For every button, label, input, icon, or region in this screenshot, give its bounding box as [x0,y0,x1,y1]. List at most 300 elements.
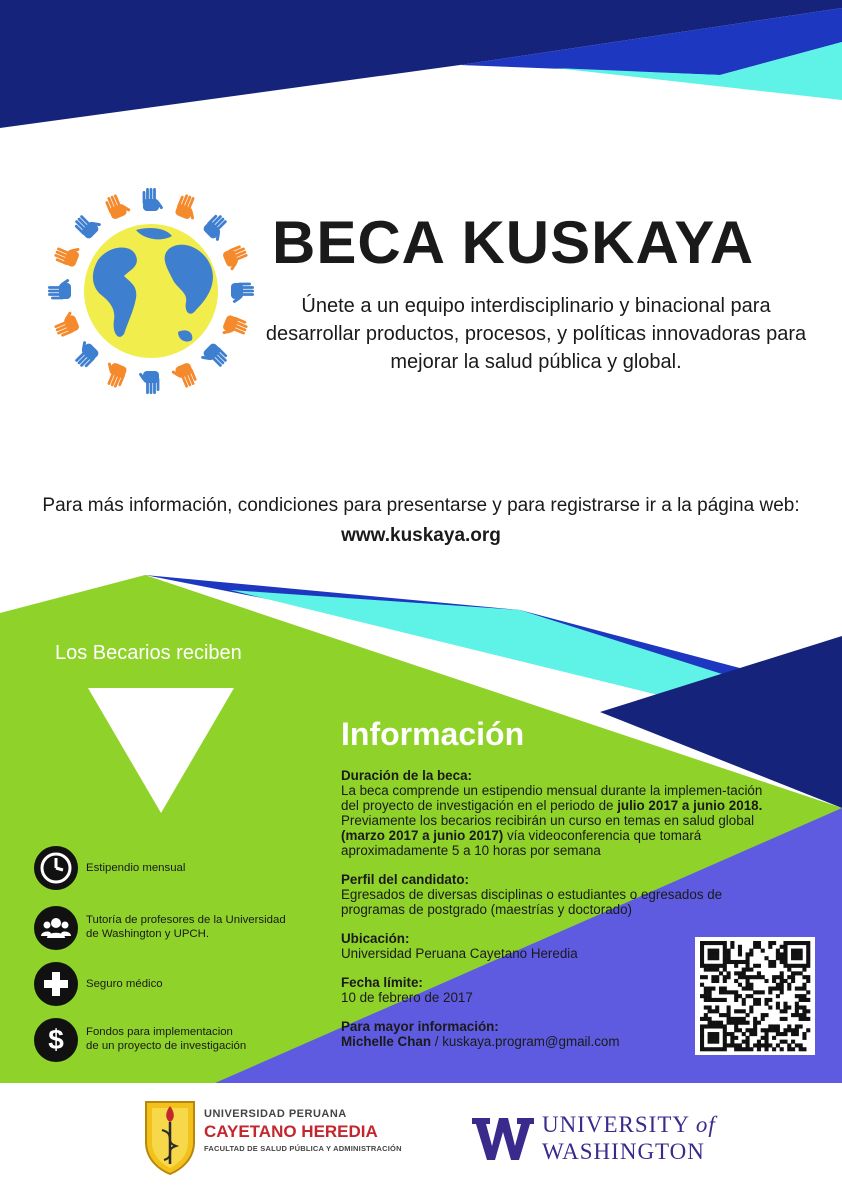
qr-module [727,949,731,953]
qr-module [768,1005,772,1009]
qr-module [704,1017,708,1021]
qr-module [738,975,742,979]
qr-module [780,945,784,949]
qr-module [806,956,810,960]
qr-module [791,1040,795,1044]
qr-module [753,945,757,949]
qr-module [780,1017,784,1021]
qr-module [727,975,731,979]
qr-module [711,998,715,1002]
qr-module [802,964,806,968]
qr-module [791,956,795,960]
qr-module [711,1009,715,1013]
qr-module [753,998,757,1002]
qr-module [711,968,715,972]
qr-module [727,1017,731,1021]
qr-module [708,1040,712,1044]
profile-heading: Perfil del candidato: [341,872,469,887]
qr-module [700,949,704,953]
qr-module [802,1036,806,1040]
qr-module [780,1009,784,1013]
qr-module [704,975,708,979]
qr-module [764,1013,768,1017]
qr-module [780,952,784,956]
qr-module [787,1047,791,1051]
qr-module [711,975,715,979]
qr-module [719,971,723,975]
qr-module [700,1028,704,1032]
qr-module [776,994,780,998]
qr-module [806,949,810,953]
qr-module [799,1017,803,1021]
qr-module [719,1047,723,1051]
qr-module [734,964,738,968]
qr-module [715,1036,719,1040]
qr-module [723,1013,727,1017]
qr-module [746,975,750,979]
qr-module [723,1028,727,1032]
qr-module [802,1013,806,1017]
qr-module [746,1013,750,1017]
qr-module [738,1043,742,1047]
qr-module [727,956,731,960]
location-text: Universidad Peruana Cayetano Heredia [341,946,578,961]
qr-module [791,952,795,956]
website-link[interactable]: www.kuskaya.org [341,525,501,546]
qr-module [772,960,776,964]
qr-module [787,941,791,945]
qr-module [791,979,795,983]
upch-line3: FACULTAD DE SALUD PÚBLICA Y ADMINISTRACIÓN [204,1144,402,1153]
qr-module [780,960,784,964]
qr-module [711,952,715,956]
qr-module [791,1028,795,1032]
benefit-insurance [34,962,294,1008]
qr-module [806,952,810,956]
qr-module [715,941,719,945]
qr-module [761,1028,765,1032]
qr-module [738,945,742,949]
qr-module [776,1024,780,1028]
qr-module [749,975,753,979]
qr-module [802,975,806,979]
qr-module [802,1032,806,1036]
qr-module [806,964,810,968]
qr-module [708,956,712,960]
upch-shield-icon [142,1098,198,1176]
qr-module [734,1021,738,1025]
qr-module [806,941,810,945]
qr-module [734,998,738,1002]
qr-module [708,1009,712,1013]
qr-module [749,949,753,953]
qr-module [806,945,810,949]
qr-module [776,1043,780,1047]
qr-module [734,990,738,994]
qr-module [715,964,719,968]
qr-module [783,1032,787,1036]
qr-module [719,987,723,991]
qr-module [783,949,787,953]
qr-module [734,1009,738,1013]
qr-module [715,956,719,960]
qr-module [727,990,731,994]
benefit-tutoring [34,906,294,952]
hand-icon [143,188,164,211]
qr-module [715,1009,719,1013]
qr-module [749,1028,753,1032]
qr-module [799,1013,803,1017]
qr-module [704,941,708,945]
qr-module [761,1013,765,1017]
benefit-label: Seguro médico [86,978,163,990]
qr-module [723,990,727,994]
qr-module [723,1032,727,1036]
qr-module [723,952,727,956]
qr-module [711,987,715,991]
qr-module [746,960,750,964]
qr-module [795,1043,799,1047]
qr-module [700,1036,704,1040]
qr-module [723,1024,727,1028]
duration-section [341,768,781,858]
qr-module [780,983,784,987]
qr-module [734,1036,738,1040]
qr-module [806,1009,810,1013]
qr-module [746,987,750,991]
qr-module [783,979,787,983]
qr-module [723,968,727,972]
benefit-funds [34,1018,294,1064]
qr-module [802,941,806,945]
qr-module [715,968,719,972]
hand-icon [138,371,159,394]
qr-module [742,1047,746,1051]
qr-module [757,1047,761,1051]
qr-module [799,998,803,1002]
qr-module [711,964,715,968]
qr-module [791,1013,795,1017]
qr-module [764,1040,768,1044]
qr-module [749,968,753,972]
qr-module [795,1024,799,1028]
qr-module [780,987,784,991]
qr-module [757,964,761,968]
qr-module [749,1032,753,1036]
qr-module [799,952,803,956]
qr-module [723,998,727,1002]
qr-module [730,941,734,945]
qr-module [708,968,712,972]
qr-module [799,949,803,953]
qr-module [806,1017,810,1021]
qr-module [768,960,772,964]
qr-module [761,949,765,953]
uw-w-icon [472,1116,534,1162]
uw-of: of [695,1112,716,1137]
qr-module [764,1047,768,1051]
qr-module [700,1047,704,1051]
qr-module [734,1043,738,1047]
qr-module [723,941,727,945]
qr-module [768,1024,772,1028]
qr-module [715,998,719,1002]
qr-module [776,1032,780,1036]
qr-module [795,1028,799,1032]
qr-module [715,952,719,956]
qr-module [708,964,712,968]
qr-module [719,941,723,945]
qr-module [708,1005,712,1009]
qr-module [749,987,753,991]
qr-module [727,960,731,964]
qr-module [738,952,742,956]
qr-module [791,971,795,975]
qr-module [734,979,738,983]
qr-module [708,949,712,953]
qr-module [742,1002,746,1006]
qr-module [708,952,712,956]
qr-module [768,990,772,994]
hand-icon [51,310,80,338]
qr-module [761,990,765,994]
upch-line1: UNIVERSIDAD PERUANA [204,1108,347,1120]
qr-module [719,1013,723,1017]
qr-module [761,1036,765,1040]
qr-module [738,949,742,953]
qr-module [738,1021,742,1025]
qr-module [738,1028,742,1032]
qr-module [802,998,806,1002]
qr-module [757,1043,761,1047]
qr-module [738,960,742,964]
qr-module [783,1040,787,1044]
qr-module [776,1005,780,1009]
qr-module [723,975,727,979]
qr-module [772,941,776,945]
qr-module [761,975,765,979]
qr-module [757,971,761,975]
qr-module [791,941,795,945]
qr-module [727,971,731,975]
qr-module [719,964,723,968]
qr-module [768,1043,772,1047]
uw-logo [472,1112,722,1168]
qr-module [727,1005,731,1009]
qr-module [711,1036,715,1040]
hand-icon [72,209,103,240]
qr-module [791,975,795,979]
qr-module [753,1024,757,1028]
hand-icon [202,212,233,243]
qr-module [757,1040,761,1044]
benefit-label-line: de un proyecto de investigación [86,1040,247,1052]
qr-module [723,956,727,960]
qr-module [753,1028,757,1032]
qr-module [742,1021,746,1025]
qr-module [780,979,784,983]
course-dates: (marzo 2017 a junio 2017) [341,828,504,843]
duration-text: La beca comprende un estipendio mensual durante la implemen-tación del proyecto de investigación en el periodo de [341,783,763,813]
hand-icon [100,360,128,389]
qr-module [730,1040,734,1044]
qr-module [780,990,784,994]
qr-module [749,1009,753,1013]
qr-module [764,998,768,1002]
upch-logo [142,1098,402,1176]
qr-module [772,975,776,979]
duration-heading: Duración de la beca: [341,768,472,783]
qr-module [742,998,746,1002]
qr-module [749,952,753,956]
qr-module [795,971,799,975]
benefit-label-line: Fondos para implementacion [86,1026,233,1038]
qr-module [768,945,772,949]
qr-module [757,975,761,979]
qr-module [700,952,704,956]
qr-module [780,1032,784,1036]
qr-module [787,1028,791,1032]
qr-module [738,1017,742,1021]
hand-icon [69,339,100,370]
qr-module [768,941,772,945]
qr-module [746,1040,750,1044]
qr-module [802,968,806,972]
qr-module [806,975,810,979]
qr-module [715,979,719,983]
qr-module [783,1028,787,1032]
qr-module [799,1005,803,1009]
qr-module [727,1009,731,1013]
qr-module [799,1047,803,1051]
qr-module [700,960,704,964]
qr-module [795,987,799,991]
benefit-label-line: Tutoría de profesores de la Universidad [86,914,286,926]
qr-module [719,1024,723,1028]
qr-module [795,956,799,960]
qr-module [806,960,810,964]
qr-module [727,952,731,956]
qr-module [757,990,761,994]
qr-module [730,960,734,964]
qr-module [799,941,803,945]
qr-module [738,971,742,975]
qr-module [730,1036,734,1040]
qr-module [734,960,738,964]
qr-module [704,964,708,968]
qr-module [753,1017,757,1021]
clock-icon [34,846,78,890]
qr-module [749,1047,753,1051]
qr-module [783,952,787,956]
qr-module [757,1021,761,1025]
qr-module [727,1013,731,1017]
qr-module [723,960,727,964]
benefits-heading: Los Becarios reciben [55,642,242,664]
qr-module [780,956,784,960]
contact-email[interactable]: / kuskaya.program@gmail.com [431,1034,620,1049]
hand-icon [220,314,249,342]
qr-module [700,1024,704,1028]
qr-module [708,998,712,1002]
qr-module [723,1043,727,1047]
qr-module [715,1021,719,1025]
people-icon [34,906,78,950]
qr-module [734,994,738,998]
qr-module [719,1021,723,1025]
qr-module [711,956,715,960]
qr-module [776,952,780,956]
qr-module [727,1032,731,1036]
qr-module [746,964,750,968]
qr-module [799,994,803,998]
benefit-label [86,1025,246,1053]
qr-module [787,1005,791,1009]
qr-module [772,1024,776,1028]
qr-module [708,1017,712,1021]
qr-module [764,1036,768,1040]
qr-module [802,1009,806,1013]
qr-module [787,1024,791,1028]
qr-module [746,956,750,960]
qr-module [723,987,727,991]
qr-module [780,971,784,975]
qr-module [746,968,750,972]
qr-module [719,998,723,1002]
qr-module [753,1032,757,1036]
info-title: Información [341,716,525,752]
qr-module [704,990,708,994]
page-title: BECA KUSKAYA [272,209,755,276]
dollar-icon: $ [34,1018,78,1062]
qr-module [749,983,753,987]
qr-module [708,987,712,991]
qr-module [730,1021,734,1025]
qr-module [715,1047,719,1051]
qr-module [753,1021,757,1025]
qr-module [783,945,787,949]
uw-line2: WASHINGTON [542,1139,705,1164]
qr-module [806,979,810,983]
qr-module [776,1028,780,1032]
contact-heading: Para mayor información: [341,1019,499,1034]
qr-module [783,964,787,968]
qr-module [772,1047,776,1051]
qr-module [715,1024,719,1028]
qr-code[interactable] [695,937,815,1055]
qr-module [783,960,787,964]
qr-module [715,1032,719,1036]
qr-module [802,1005,806,1009]
qr-module [708,1021,712,1025]
uw-university: UNIVERSITY [542,1112,696,1137]
qr-module [799,1043,803,1047]
hand-icon [231,283,254,304]
qr-module [715,1040,719,1044]
qr-module [795,949,799,953]
qr-module [711,1047,715,1051]
qr-module [700,1043,704,1047]
qr-module [746,1047,750,1051]
qr-module [730,1032,734,1036]
qr-module [711,941,715,945]
qr-module [715,975,719,979]
qr-module [742,975,746,979]
qr-module [742,1009,746,1013]
duration-text: Previamente los becarios recibirán un curso en temas en salud global [341,813,755,828]
qr-module [730,945,734,949]
qr-module [708,941,712,945]
